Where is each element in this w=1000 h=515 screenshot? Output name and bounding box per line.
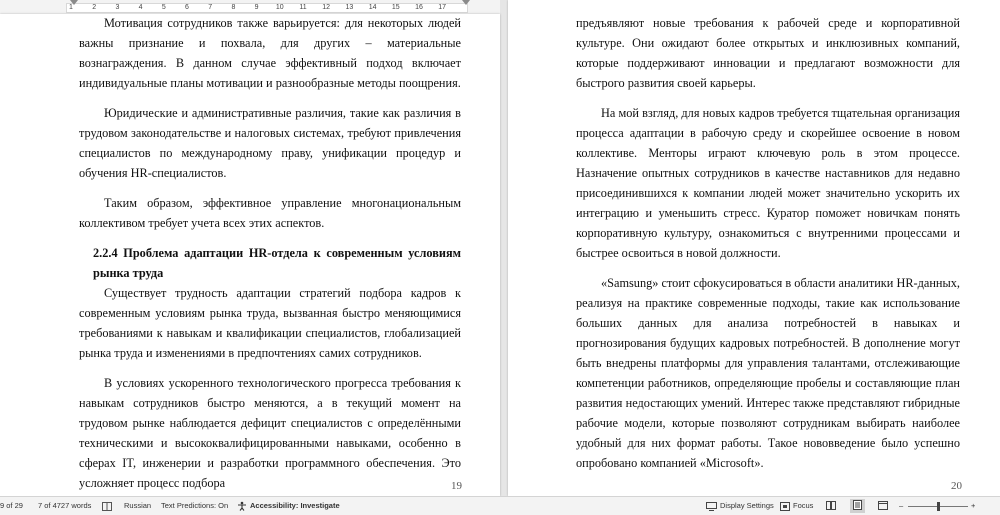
zoom-slider-thumb[interactable] xyxy=(937,502,940,511)
section-heading: 2.2.4 Проблема адаптации HR-отдела к современным условиям рынка труда xyxy=(93,246,461,280)
display-settings-label: Display Settings xyxy=(720,501,774,510)
ruler-tick-label: 13 xyxy=(345,4,354,11)
right-indent-marker[interactable] xyxy=(462,0,470,5)
page-body[interactable] xyxy=(576,13,960,473)
paragraph: На мой взгляд, для новых кадров требуется тщательная организация процесса адаптации в рабочую среду и скорейшее освоение в новом коллективе. Менторы играют ключевую роль в этом процессе. Назначение опытных сотрудников в качестве наставников для недавно присоединившихся к компании людей может значительно ускорить их интеграцию и уменьшить стресс. Куратор поможет новичкам понять корпоративную культуру, ознакомиться с внутренними процессами и быстрее освоиться в новой должности. xyxy=(576,106,960,260)
paragraph: Существует трудность адаптации стратегий подбора кадров к современным условиям рынка труда, вызванная быстро меняющимися требованиями к навыкам и квалификации специалистов, глобализацией рынка труда и изменениями в предпочтениях самих сотрудников. xyxy=(79,286,461,360)
first-line-indent-marker[interactable] xyxy=(70,0,78,5)
page-number: 20 xyxy=(951,480,962,492)
ruler-tick-label: 16 xyxy=(415,4,423,11)
ruler-tick-label: 1 xyxy=(69,4,73,11)
ruler-tick-label: 9 xyxy=(254,4,259,11)
ruler-tick-label: 14 xyxy=(368,4,377,11)
language-indicator[interactable]: Russian xyxy=(124,501,152,510)
zoom-out-button[interactable]: – xyxy=(899,501,904,510)
ruler-tick-label: 6 xyxy=(185,4,189,11)
web-layout-button[interactable] xyxy=(878,501,888,512)
display-settings-button[interactable] xyxy=(706,501,774,511)
document-page-20[interactable] xyxy=(508,0,1000,496)
ruler-tick-label: 10 xyxy=(275,4,284,11)
paragraph: «Samsung» стоит сфокусироваться в области аналитики HR-данных, реализуя на практике современные подходы, такие как использование больших данных для анализа потребностей в навыках и прогнозирования будущих кадровых потребностей. В дополнение могут быть внедрены платформы для управления талантами, отслеживающие компетенции работников, определяющие пробелы и составляющие план развития недостающих умений. Интерес также представляют гибридные рабочие модели, которые позволяют сотрудникам выбирать наиболее удобный для них формат работы. Такое нововведение было успешно опробовано компанией «Microsoft». xyxy=(576,276,960,470)
page-indicator[interactable]: 9 of 29 xyxy=(0,501,23,510)
read-mode-icon xyxy=(826,501,836,510)
paragraph: Таким образом, эффективное управление многонациональным коллективом требует учета всех этих аспектов. xyxy=(79,196,461,230)
word-count[interactable]: 7 of 4727 words xyxy=(38,501,92,510)
ruler-tick-label: 7 xyxy=(208,4,213,11)
focus-label: Focus xyxy=(793,501,814,510)
ruler-tick-label: 15 xyxy=(391,4,400,11)
print-layout-icon xyxy=(853,500,862,510)
document-page-19[interactable] xyxy=(0,14,500,496)
horizontal-ruler[interactable] xyxy=(0,0,500,15)
web-layout-icon xyxy=(878,501,888,510)
ruler-tick-label: 2 xyxy=(92,4,97,11)
text-predictions-toggle[interactable]: Text Predictions: On xyxy=(161,501,229,510)
paragraph: В условиях ускоренного технологического прогресса требования к навыкам сотрудников быстро меняются, а в текущий момент на трудовом рынке наблюдается дефицит специалистов с определёнными техническими и высококвалифицированными навыками, особенно в сферах IT, инженерии и разработки программного обеспечения. Это усложняет процесс подбора xyxy=(79,376,461,490)
proofing-book-icon xyxy=(102,502,112,511)
ruler-tick-label: 4 xyxy=(138,4,143,11)
accessibility-icon xyxy=(237,501,247,511)
ruler-tick-label: 8 xyxy=(231,4,236,11)
ruler-scale xyxy=(66,3,468,13)
paragraph: Мотивация сотрудников также варьируется: для некоторых людей важны признание и похвала, для других – материальные вознаграждения. В данном случае эффективный подход включает индивидуальные планы мотивации и разнообразные методы поощрения. xyxy=(79,16,461,90)
ruler-tick-label: 3 xyxy=(115,4,120,11)
status-bar xyxy=(0,496,1000,515)
print-layout-button[interactable] xyxy=(850,499,865,513)
zoom-in-button[interactable]: + xyxy=(971,501,976,510)
paragraph: Юридические и административные различия, такие как различия в трудовом законодательстве и налоговых системах, требуют привлечения специалистов по международному праву, унификации процедур и обучения HR-специалистов. xyxy=(79,106,461,180)
page-body[interactable] xyxy=(79,14,461,493)
proofing-status[interactable] xyxy=(102,501,115,511)
focus-icon xyxy=(780,502,790,511)
ruler-tick-label: 17 xyxy=(438,4,447,11)
ruler-tick-label: 12 xyxy=(322,4,331,11)
read-mode-button[interactable] xyxy=(826,501,836,512)
focus-button[interactable] xyxy=(780,501,813,511)
page-number: 19 xyxy=(451,480,462,492)
accessibility-status[interactable] xyxy=(237,501,340,511)
monitor-icon xyxy=(706,502,717,511)
ruler-tick-label: 11 xyxy=(299,4,307,11)
paragraph: предъявляют новые требования к рабочей среде и корпоративной культуре. Они ожидают более открытых и инклюзивных компаний, которые поддерживают инновации и предлагают возможности для быстрого развития своей карьеры. xyxy=(576,16,960,90)
ruler-tick-label: 5 xyxy=(161,4,166,11)
accessibility-label: Accessibility: Investigate xyxy=(250,501,340,510)
